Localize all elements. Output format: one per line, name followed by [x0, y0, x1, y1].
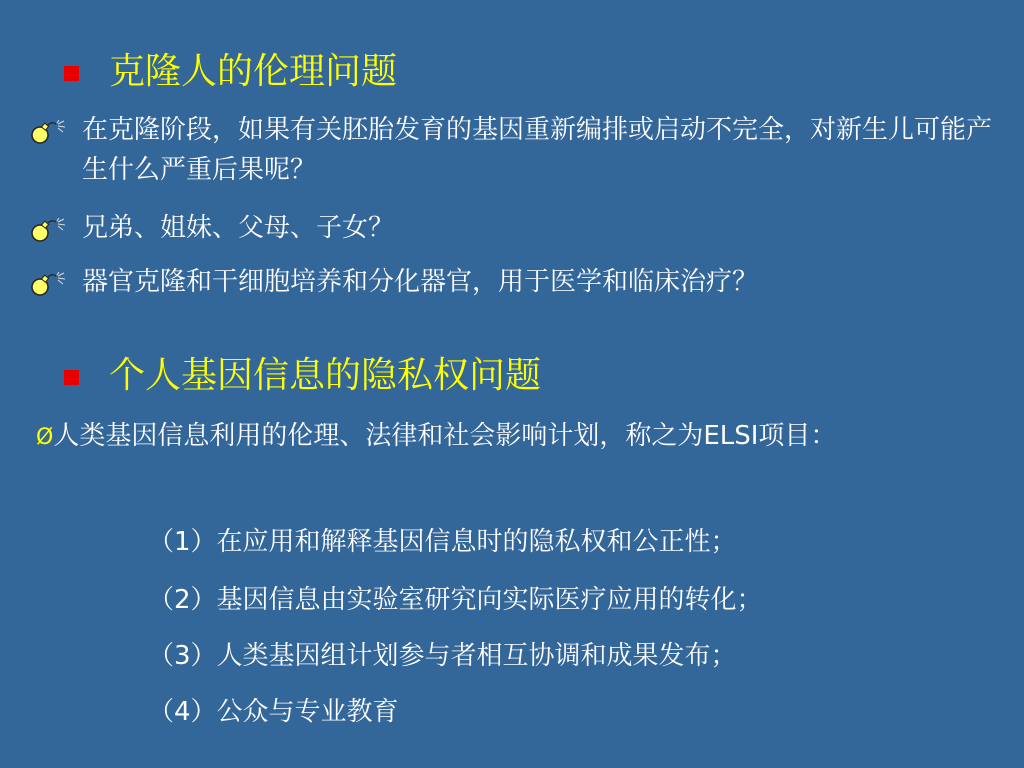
intro-text: 人类基因信息利用的伦理、法律和社会影响计划，称之为ELSI项目： — [53, 421, 837, 451]
bomb-icon — [30, 272, 66, 298]
intro-paragraph — [36, 411, 1012, 463]
list-item-text: 兄弟、姐妹、父母、子女？ — [82, 213, 395, 243]
section-title: 克隆人的伦理问题 — [109, 51, 398, 92]
section-heading-cloning — [64, 50, 397, 94]
section-title: 个人基因信息的隐私权问题 — [109, 355, 542, 396]
bomb-icon — [30, 218, 66, 244]
bomb-icon — [30, 120, 66, 146]
list-item-text: 在克隆阶段，如果有关胚胎发育的基因重新编排或启动不完全，对新生儿可能产生什么严重后果呢？ — [82, 115, 993, 185]
sub-item: （1）在应用和解释基因信息时的隐私权和公正性； — [148, 527, 737, 557]
sub-item: （3）人类基因组计划参与者相互协调和成果发布； — [148, 641, 737, 671]
red-square-icon — [64, 370, 79, 385]
list-item-text: 器官克隆和干细胞培养和分化器官，用于医学和临床治疗？ — [82, 267, 759, 297]
section-heading-privacy — [64, 354, 541, 398]
list-item — [30, 262, 1010, 302]
sub-item: （4）公众与专业教育 — [148, 697, 399, 727]
list-item — [30, 110, 1010, 190]
sub-item: （2）基因信息由实验室研究向实际医疗应用的转化； — [148, 585, 763, 615]
list-item — [30, 208, 1010, 248]
arrow-right-icon: Ø — [36, 425, 54, 450]
red-square-icon — [64, 66, 79, 81]
